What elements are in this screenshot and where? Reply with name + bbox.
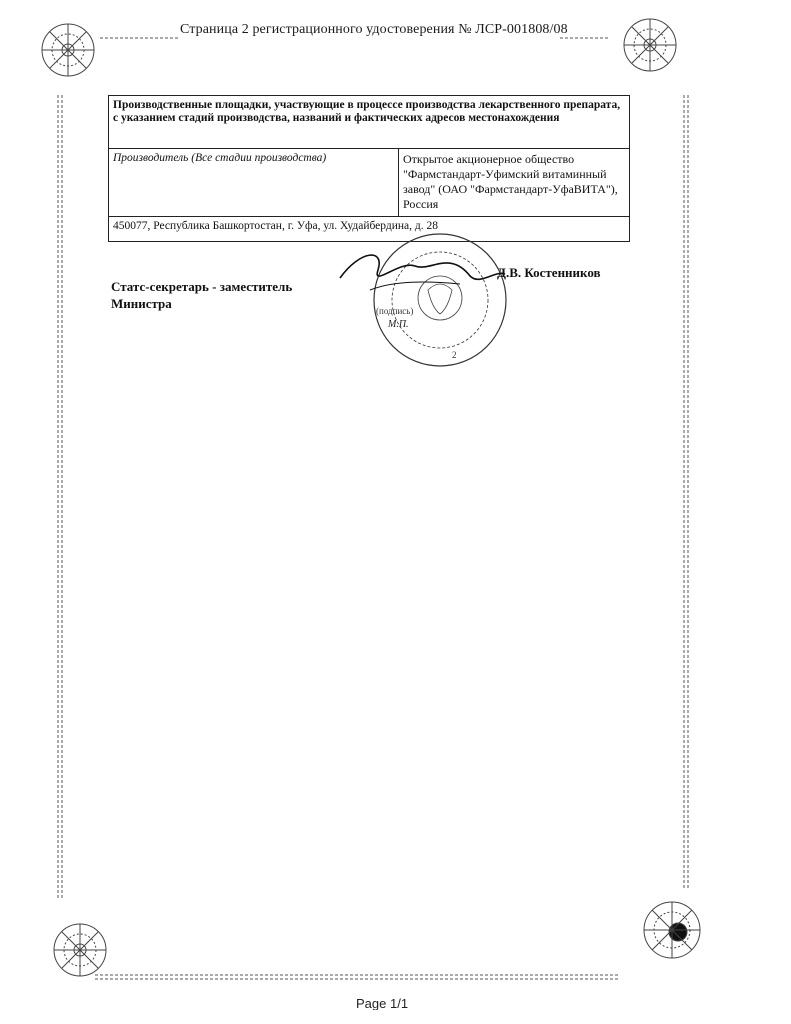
table-producer-row [109, 148, 629, 216]
corner-rosette-top-left [42, 24, 94, 76]
producer-name [399, 149, 629, 216]
corner-rosette-bottom-right [644, 902, 700, 958]
signatory-title-line: Министра [111, 296, 172, 311]
producer-name-line: "Фармстандарт-Уфимский витаминный [403, 167, 607, 181]
seal-number: 2 [452, 350, 457, 360]
production-sites-table [108, 95, 630, 242]
page-header: Страница 2 регистрационного удостоверения № ЛСР-001808/08 [180, 22, 568, 37]
producer-address: 450077, Республика Башкортостан, г. Уфа, ул. Худайбердина, д. 28 [113, 220, 438, 232]
seal-mp-label: М.П. [388, 319, 409, 330]
producer-name-line: завод" (ОАО "Фармстандарт-УфаВИТА"), [403, 182, 618, 196]
producer-name-line: Россия [403, 197, 439, 211]
corner-rosette-top-right [624, 19, 676, 71]
table-heading-row [109, 96, 629, 148]
signatory-name: Д.В. Костенников [497, 265, 601, 280]
signatory-title-line: Статс-секретарь - заместитель [111, 279, 293, 294]
page-footer: Page 1/1 [356, 996, 409, 1010]
official-seal [330, 230, 530, 370]
producer-label: Производитель (Все стадии производства) [109, 149, 399, 216]
handwritten-signature [340, 255, 505, 279]
signatory-title [111, 278, 292, 312]
producer-name-line: Открытое акционерное общество [403, 152, 575, 166]
seal-signature-caption: (подпись) [376, 306, 414, 316]
table-heading: Производственные площадки, участвующие в процессе производства лекарственного препарата, с указанием стадий производства, названий и фактических адресов местонахождения [113, 99, 621, 124]
corner-rosette-bottom-left [54, 924, 106, 976]
